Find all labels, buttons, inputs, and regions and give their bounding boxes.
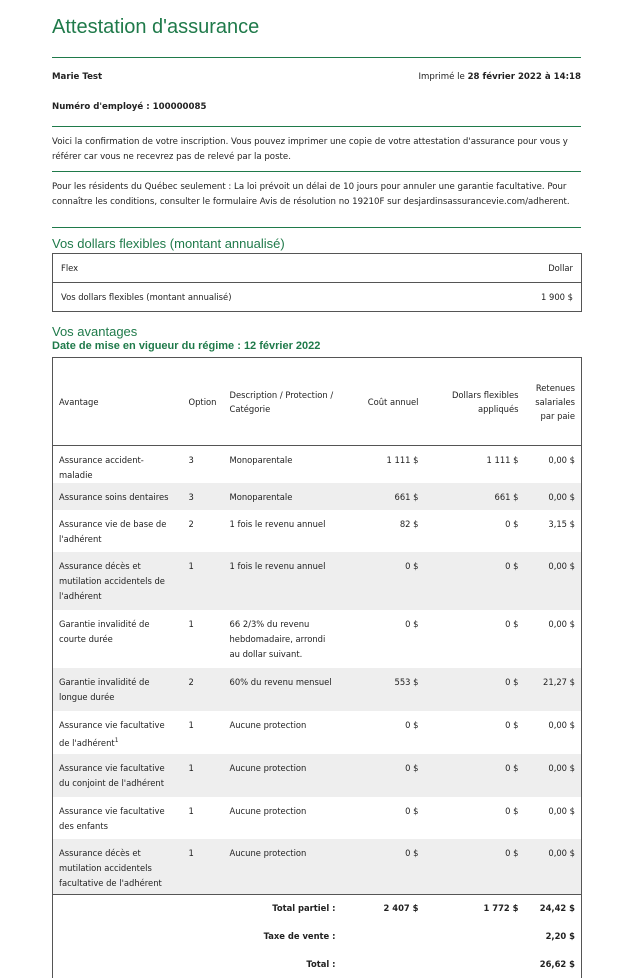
header-meta bbox=[52, 72, 581, 84]
benefit-name: Assurance accident-maladie bbox=[59, 455, 144, 480]
benefit-annual-cost: 82 $ bbox=[399, 519, 419, 529]
benefit-option: 1 bbox=[183, 839, 224, 894]
benefit-annual-cost: 0 $ bbox=[405, 720, 419, 730]
benefit-flex-applied: 661 $ bbox=[425, 483, 525, 510]
benefit-annual-cost: 0 $ bbox=[342, 552, 425, 610]
benefit-description: Aucune protection bbox=[229, 806, 307, 816]
benefit-description: Monoparentale bbox=[224, 483, 342, 510]
column-header-description: Description / Protection / Catégorie bbox=[224, 358, 342, 446]
benefit-annual-cost: 1 111 $ bbox=[386, 455, 419, 465]
benefits-heading: Vos avantages bbox=[52, 324, 138, 339]
flex-row-value: 1 900 $ bbox=[541, 292, 573, 302]
flex-dollars-table bbox=[52, 253, 582, 312]
benefit-deduction: 0,00 $ bbox=[525, 839, 582, 894]
benefit-flex-applied: 1 111 $ bbox=[486, 455, 519, 465]
footnote-marker: 1 bbox=[114, 737, 119, 744]
column-header-annual-cost: Coût annuel bbox=[342, 358, 425, 446]
benefit-deduction: 0,00 $ bbox=[548, 455, 575, 465]
subtotal-deduction: 24,42 $ bbox=[525, 894, 582, 922]
benefit-option: 1 bbox=[188, 619, 194, 629]
benefit-name: Garantie invalidité de longue durée bbox=[53, 668, 183, 711]
table-row bbox=[53, 483, 582, 510]
benefit-description: 1 fois le revenu annuel bbox=[229, 519, 326, 529]
benefit-annual-cost: 661 $ bbox=[342, 483, 425, 510]
benefit-flex-applied: 0 $ bbox=[505, 806, 519, 816]
table-row bbox=[53, 552, 582, 610]
column-header-dollar: Dollar bbox=[453, 254, 582, 283]
column-header-deduction: Retenues salariales par paie bbox=[525, 358, 582, 446]
benefit-option: 1 bbox=[188, 806, 194, 816]
benefit-annual-cost: 0 $ bbox=[405, 806, 419, 816]
benefit-name: Assurance vie facultative du conjoint de l'adhérent bbox=[53, 754, 183, 797]
tax-deduction: 2,20 $ bbox=[545, 930, 575, 941]
benefit-option: 2 bbox=[183, 668, 224, 711]
benefit-deduction: 0,00 $ bbox=[525, 552, 582, 610]
benefit-annual-cost: 0 $ bbox=[342, 754, 425, 797]
table-row bbox=[53, 797, 582, 839]
table-header-row bbox=[53, 358, 582, 446]
benefit-annual-cost: 553 $ bbox=[342, 668, 425, 711]
benefit-description: Monoparentale bbox=[229, 455, 293, 465]
total-deduction: 26,62 $ bbox=[539, 958, 575, 969]
subtotal-row bbox=[53, 894, 582, 922]
benefit-deduction: 0,00 $ bbox=[525, 483, 582, 510]
benefit-flex-applied: 0 $ bbox=[505, 619, 519, 629]
benefit-flex-applied: 0 $ bbox=[505, 519, 519, 529]
benefit-name: Garantie invalidité de courte durée bbox=[59, 619, 150, 644]
printed-date: 28 février 2022 à 14:18 bbox=[467, 72, 581, 82]
table-row bbox=[53, 446, 582, 484]
benefit-flex-applied: 0 $ bbox=[425, 668, 525, 711]
flex-heading: Vos dollars flexibles (montant annualisé) bbox=[52, 236, 285, 251]
subtotal-label: Total partiel : bbox=[53, 894, 342, 922]
quebec-notice: Pour les résidents du Québec seulement : La loi prévoit un délai de 10 jours pour annuler une garantie facultative. Pour connaître les conditions, consulter le formulaire Avis de résolution no 19210F sur desjardinsassurancevie.com/adherent. bbox=[52, 182, 570, 207]
divider bbox=[52, 57, 581, 58]
table-row bbox=[53, 610, 582, 668]
benefit-option: 3 bbox=[183, 483, 224, 510]
benefit-name-text: Assurance vie facultative de l'adhérent bbox=[59, 720, 165, 748]
benefit-option: 3 bbox=[188, 455, 194, 465]
benefit-description: Aucune protection bbox=[224, 839, 342, 894]
page-title: Attestation d'assurance bbox=[52, 16, 260, 38]
benefit-name: Assurance vie facultative des enfants bbox=[59, 806, 165, 831]
table-row bbox=[53, 510, 582, 552]
benefit-option: 1 bbox=[183, 754, 224, 797]
benefit-name: Assurance décès et mutilation accidentels facultative de l'adhérent bbox=[53, 839, 183, 894]
subtotal-flex-applied: 1 772 $ bbox=[425, 894, 525, 922]
benefit-flex-applied: 0 $ bbox=[425, 839, 525, 894]
column-header-flex: Flex bbox=[53, 254, 453, 283]
benefit-annual-cost: 0 $ bbox=[405, 619, 419, 629]
benefit-deduction: 3,15 $ bbox=[548, 519, 575, 529]
benefit-flex-applied: 0 $ bbox=[505, 720, 519, 730]
tax-row bbox=[53, 922, 582, 950]
column-header-flex-applied: Dollars flexibles appliqués bbox=[425, 358, 525, 446]
benefit-flex-applied: 0 $ bbox=[425, 552, 525, 610]
divider bbox=[52, 227, 581, 228]
benefit-deduction: 0,00 $ bbox=[548, 806, 575, 816]
benefit-deduction: 21,27 $ bbox=[525, 668, 582, 711]
benefit-name: Assurance soins dentaires bbox=[53, 483, 183, 510]
benefits-table bbox=[52, 357, 582, 978]
flex-row-label: Vos dollars flexibles (montant annualisé) bbox=[61, 292, 232, 302]
total-label: Total : bbox=[306, 958, 336, 969]
benefit-name: Assurance vie de base de l'adhérent bbox=[59, 519, 167, 544]
divider bbox=[52, 171, 581, 172]
table-row bbox=[53, 668, 582, 711]
printed-label: Imprimé le bbox=[418, 72, 468, 82]
printed-timestamp bbox=[418, 72, 581, 82]
benefit-annual-cost: 0 $ bbox=[342, 839, 425, 894]
table-row bbox=[53, 754, 582, 797]
effective-date: Date de mise en vigueur du régime : 12 février 2022 bbox=[52, 340, 321, 352]
benefit-option: 1 bbox=[183, 552, 224, 610]
benefit-deduction: 0,00 $ bbox=[548, 619, 575, 629]
benefit-description: 1 fois le revenu annuel bbox=[224, 552, 342, 610]
benefit-description: 66 2/3% du revenu hebdomadaire, arrondi au dollar suivant. bbox=[229, 619, 326, 659]
intro-text: Voici la confirmation de votre inscription. Vous pouvez imprimer une copie de votre attestation d'assurance pour vous y référer car vous ne recevrez pas de relevé par la poste. bbox=[52, 137, 568, 162]
total-row bbox=[53, 950, 582, 978]
subtotal-annual-cost: 2 407 $ bbox=[342, 894, 425, 922]
benefit-description: 60% du revenu mensuel bbox=[224, 668, 342, 711]
benefit-flex-applied: 0 $ bbox=[425, 754, 525, 797]
table-row bbox=[53, 839, 582, 894]
employee-number: Numéro d'employé : 100000085 bbox=[52, 102, 207, 112]
table-row bbox=[53, 283, 582, 312]
benefit-description: Aucune protection bbox=[229, 720, 307, 730]
benefit-deduction: 0,00 $ bbox=[548, 720, 575, 730]
employee-name: Marie Test bbox=[52, 72, 103, 82]
benefit-deduction: 0,00 $ bbox=[525, 754, 582, 797]
column-header-benefit: Avantage bbox=[53, 358, 183, 446]
table-row bbox=[53, 711, 582, 754]
benefit-name: Assurance décès et mutilation accidentels de l'adhérent bbox=[53, 552, 183, 610]
tax-label: Taxe de vente : bbox=[263, 930, 336, 941]
column-header-option: Option bbox=[183, 358, 224, 446]
table-header-row bbox=[53, 254, 582, 283]
benefit-option: 1 bbox=[188, 720, 194, 730]
divider bbox=[52, 126, 581, 127]
benefit-name bbox=[53, 711, 183, 754]
benefit-option: 2 bbox=[188, 519, 194, 529]
benefit-description: Aucune protection bbox=[224, 754, 342, 797]
